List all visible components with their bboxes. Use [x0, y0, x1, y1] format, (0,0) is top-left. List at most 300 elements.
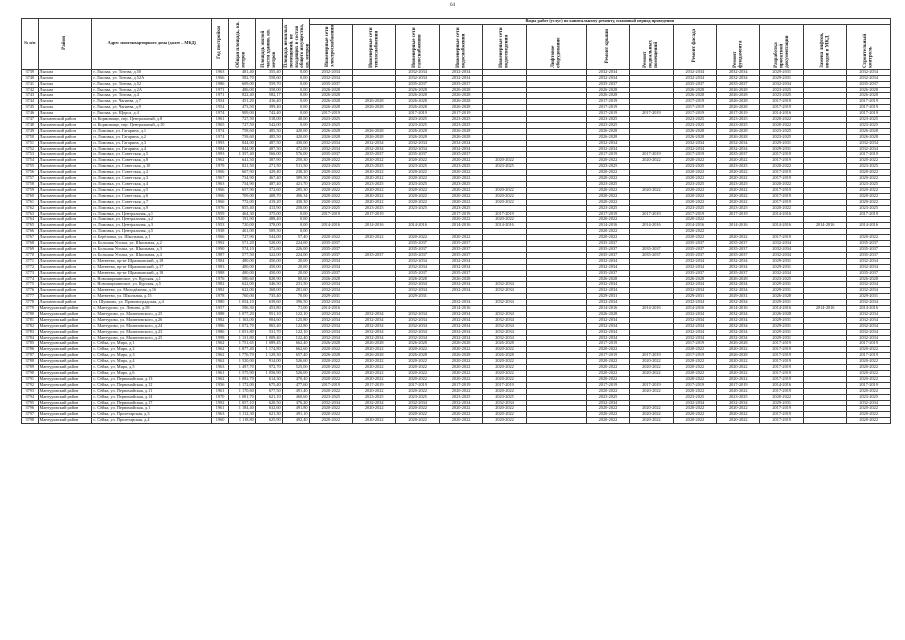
cell-roof: 2020-2022 — [586, 176, 629, 182]
cell-construction-control: 2017-2019 — [847, 111, 891, 117]
cell-construction-control: 2032-2034 — [847, 258, 891, 264]
cell-address: с. Сёйка, ул. Мира, д.4 — [92, 359, 212, 365]
cell-foundation: 2017-2019 — [717, 382, 760, 388]
cell-sewer: 2032-2034 — [483, 317, 526, 323]
cell-foundation: 2032-2034 — [717, 300, 760, 306]
cell-sewer: 2020-2022 — [483, 217, 526, 223]
cell-electric: 2014-2016 — [309, 223, 352, 229]
cell-district: Лысьвенский район — [38, 128, 92, 134]
cell-basement: 2014-2016 — [630, 306, 673, 312]
cell-facade: 2020-2022 — [673, 371, 716, 377]
cell-roof: 2026-2028 — [586, 93, 629, 99]
cell-water: 2020-2022 — [439, 187, 482, 193]
cell-facade: 2032-2034 — [673, 258, 716, 264]
cell-heating: 2032-2034 — [352, 329, 395, 335]
cell-heating: 2020-2022 — [352, 158, 395, 164]
cell-gas: 2032-2034 — [396, 282, 439, 288]
cell-gas: 2020-2022 — [396, 187, 439, 193]
cell-nonres-area: 258,00 — [282, 205, 309, 211]
cell-nonres-area: 396,50 — [282, 300, 309, 306]
cell-total-area: 1 163,00 — [228, 317, 255, 323]
cell-water: 2020-2022 — [439, 412, 482, 418]
cell-roof: 2020-2022 — [586, 406, 629, 412]
cell-electric: 2023-2025 — [309, 117, 352, 123]
cell-gas: 2017-2019 — [396, 111, 439, 117]
cell-total-area: 1 170,60 — [228, 388, 255, 394]
cell-heating: 2023-2025 — [352, 182, 395, 188]
cell-foundation: 2020-2022 — [717, 193, 760, 199]
cell-electric: 2035-2037 — [309, 241, 352, 247]
cell-nonres-area: 526,60 — [282, 359, 309, 365]
cell-construction-control: 2035-2037 — [847, 241, 891, 247]
cell-facade: 2023-2025 — [673, 394, 716, 400]
col-header-work: Ремонт крыши — [586, 24, 629, 69]
cell-row-no: 3778 — [22, 300, 39, 306]
cell-facade: 2026-2028 — [673, 276, 716, 282]
cell-year-built: 1998 — [212, 335, 229, 341]
cell-row-no: 3776 — [22, 288, 39, 294]
cell-address: п. Ломовка, ул. Центральная, д.2 — [92, 217, 212, 223]
cell-construction-control: 2029-2031 — [847, 294, 891, 300]
cell-facade: 2023-2025 — [673, 164, 716, 170]
cell-design-docs: 2017-2019 — [760, 193, 803, 199]
cell-nonres-area: 470,40 — [282, 376, 309, 382]
cell-nonres-area: 525,00 — [282, 365, 309, 371]
cell-total-area: 1 172,00 — [228, 382, 255, 388]
cell-foundation: 2026-2028 — [717, 93, 760, 99]
cell-water: 2032-2034 — [439, 300, 482, 306]
cell-district: Мантуровский район — [38, 376, 92, 382]
cell-heating: 2035-2037 — [352, 152, 395, 158]
cell-facade: 2017-2019 — [673, 382, 716, 388]
cell-roof: 2026-2028 — [586, 134, 629, 140]
cell-electric: 2020-2022 — [309, 235, 352, 241]
cell-foundation: 2020-2022 — [717, 187, 760, 193]
cell-heating: 2032-2034 — [352, 317, 395, 323]
cell-year-built: 1971 — [212, 87, 229, 93]
cell-design-docs: 2014-2016 — [760, 111, 803, 117]
cell-living-area: 485,50 — [255, 128, 282, 134]
cell-roof: 2020-2022 — [586, 235, 629, 241]
cell-construction-control: 2020-2022 — [847, 176, 891, 182]
cell-address: п. Ломовка, ул. Советская, д.5 — [92, 152, 212, 158]
cell-construction-control: 2020-2022 — [847, 170, 891, 176]
cell-facade: 2032-2034 — [673, 288, 716, 294]
cell-construction-control: 2032-2034 — [847, 329, 891, 335]
cell-design-docs: 2032-2034 — [760, 246, 803, 252]
cell-nonres-area: 492,40 — [282, 418, 309, 424]
cell-living-area: 625,90 — [255, 418, 282, 424]
cell-living-area: 416,40 — [255, 99, 282, 105]
cell-roof: 2032-2034 — [586, 300, 629, 306]
cell-address: п. Ломовка, ул. Советская, д.3 — [92, 176, 212, 182]
cell-construction-control: 2023-2025 — [847, 122, 891, 128]
cell-facade: 2020-2022 — [673, 406, 716, 412]
cell-total-area: 844,00 — [228, 146, 255, 152]
cell-design-docs: 2020-2022 — [760, 164, 803, 170]
cell-heating: 2020-2022 — [352, 235, 395, 241]
cell-roof: 2020-2022 — [586, 187, 629, 193]
cell-gas: 2026-2028 — [396, 93, 439, 99]
cell-roof: 2020-2022 — [586, 158, 629, 164]
cell-design-docs: 2023-2025 — [760, 128, 803, 134]
cell-living-area: 632,60 — [255, 406, 282, 412]
cell-living-area: 322,00 — [255, 252, 282, 258]
cell-row-no: 3762 — [22, 205, 39, 211]
cell-electric: 2035-2037 — [309, 152, 352, 158]
cell-row-no: 3753 — [22, 152, 39, 158]
cell-district: Лысьвенский район — [38, 241, 92, 247]
cell-address: с. Сёйка, ул. Первомайская, д.11 — [92, 388, 212, 394]
cell-district: Лысьва — [38, 69, 92, 75]
cell-year-built: 1982 — [212, 317, 229, 323]
cell-total-area: 622,00 — [228, 282, 255, 288]
cell-address: п. Ломовка, ул. Советская, д.5 — [92, 187, 212, 193]
cell-nonres-area: 576,00 — [282, 152, 309, 158]
cell-construction-control: 2020-2022 — [847, 193, 891, 199]
cell-living-area: 509,50 — [255, 229, 282, 235]
cell-year-built: 1957 — [212, 306, 229, 312]
cell-year-built: 1938 — [212, 229, 229, 235]
cell-living-area: 488,40 — [255, 217, 282, 223]
cell-year-built: 1966 — [212, 235, 229, 241]
cell-foundation: 2026-2028 — [717, 105, 760, 111]
cell-foundation: 2032-2034 — [717, 317, 760, 323]
cell-facade: 2032-2034 — [673, 300, 716, 306]
cell-address: п. Ломовка, ул. Гагарина, д.3 — [92, 140, 212, 146]
cell-electric: 2020-2022 — [309, 176, 352, 182]
cell-gas: 2026-2028 — [396, 128, 439, 134]
cell-facade: 2017-2019 — [673, 353, 716, 359]
cell-electric: 2032-2034 — [309, 311, 352, 317]
cell-facade: 2020-2022 — [673, 199, 716, 205]
cell-year-built: 1986 — [212, 329, 229, 335]
cell-nonres-area: 0,00 — [282, 105, 309, 111]
cell-foundation: 2020-2022 — [717, 365, 760, 371]
cell-foundation: 2032-2034 — [717, 258, 760, 264]
cell-year-built: 1953 — [212, 223, 229, 229]
cell-living-area: 621,10 — [255, 394, 282, 400]
cell-total-area: 1 357,40 — [228, 152, 255, 158]
cell-heating: 2026-2028 — [352, 353, 395, 359]
cell-nonres-area: 0,00 — [282, 223, 309, 229]
cell-row-no: 3766 — [22, 229, 39, 235]
cell-district: Лысьвенский район — [38, 211, 92, 217]
cell-water: 2020-2022 — [439, 347, 482, 353]
cell-facade: 2020-2022 — [673, 170, 716, 176]
cell-living-area: 372,60 — [255, 246, 282, 252]
cell-facade: 2032-2034 — [673, 317, 716, 323]
cell-district: Мантуровский район — [38, 329, 92, 335]
cell-nonres-area: 224,00 — [282, 252, 309, 258]
cell-roof: 2023-2025 — [586, 205, 629, 211]
cell-total-area: 1 751,65 — [228, 341, 255, 347]
cell-roof: 2032-2034 — [586, 140, 629, 146]
cell-construction-control: 2035-2037 — [847, 246, 891, 252]
cell-row-no: 3780 — [22, 311, 39, 317]
cell-electric: 2020-2022 — [309, 418, 352, 424]
cell-row-no: 3790 — [22, 371, 39, 377]
cell-heating: 2032-2034 — [352, 146, 395, 152]
cell-roof: 2017-2019 — [586, 353, 629, 359]
cell-address: с. Сёйка, ул. Первомайская, д.1 — [92, 406, 212, 412]
cell-total-area: 760,00 — [228, 294, 255, 300]
cell-district: Лысьвенский район — [38, 164, 92, 170]
cell-year-built: 1967 — [212, 176, 229, 182]
cell-row-no: 3764 — [22, 217, 39, 223]
cell-gas: 2020-2022 — [396, 376, 439, 382]
cell-total-area: 480,00 — [228, 258, 255, 264]
cell-total-area: 727,90 — [228, 235, 255, 241]
cell-construction-control: 2026-2028 — [847, 128, 891, 134]
cell-year-built: 1962 — [212, 359, 229, 365]
cell-construction-control: 2020-2022 — [847, 388, 891, 394]
cell-district: Лысьвенский район — [38, 223, 92, 229]
cell-water: 2032-2034 — [439, 323, 482, 329]
cell-heating: 2020-2022 — [352, 365, 395, 371]
cell-living-area: 621,30 — [255, 412, 282, 418]
cell-sewer: 2020-2022 — [483, 187, 526, 193]
cell-electric: 2032-2034 — [309, 400, 352, 406]
cell-electric: 2014-2016 — [309, 306, 352, 312]
cell-foundation: 2017-2019 — [717, 211, 760, 217]
cell-foundation: 2032-2034 — [717, 323, 760, 329]
cell-heating: 2020-2022 — [352, 371, 395, 377]
cell-heating: 2035-2037 — [352, 252, 395, 258]
cell-roof: 2017-2019 — [586, 105, 629, 111]
cell-facade: 2032-2034 — [673, 400, 716, 406]
cell-address: п. Кормовище, пер. Центральный, д.8 — [92, 117, 212, 123]
cell-foundation: 2014-2016 — [717, 223, 760, 229]
cell-total-area: 609,00 — [228, 81, 255, 87]
cell-total-area: 1 082,70 — [228, 376, 255, 382]
cell-total-area: 772,00 — [228, 199, 255, 205]
cell-living-area: 520,00 — [255, 241, 282, 247]
cell-district: Лысьвенский район — [38, 282, 92, 288]
cell-electric: 2020-2022 — [309, 406, 352, 412]
cell-gas: 2023-2025 — [396, 182, 439, 188]
cell-roof: 2023-2025 — [586, 164, 629, 170]
cell-facade: 2026-2028 — [673, 134, 716, 140]
cell-foundation: 2020-2022 — [717, 347, 760, 353]
cell-sewer: 2020-2022 — [483, 359, 526, 365]
cell-electric: 2020-2022 — [309, 359, 352, 365]
col-header-work: Замена лифтов, вводов в МКД — [803, 24, 846, 69]
cell-facade: 2032-2034 — [673, 282, 716, 288]
cell-year-built: 1971 — [212, 93, 229, 99]
cell-year-built: 1976 — [212, 276, 229, 282]
cell-address: п. Большая Уголка, ул. Школьная, д.3 — [92, 246, 212, 252]
cell-address: с. Сёйка, ул. Первомайская, д.17 — [92, 400, 212, 406]
cell-basement: 2020-2022 — [630, 388, 673, 394]
cell-design-docs: 2029-2031 — [760, 282, 803, 288]
cell-water: 2032-2034 — [439, 282, 482, 288]
cell-year-built: 1987 — [212, 252, 229, 258]
cell-water: 2032-2034 — [439, 140, 482, 146]
cell-year-built: 1920 — [212, 217, 229, 223]
cell-design-docs: 2017-2019 — [760, 347, 803, 353]
cell-total-area: 481,40 — [228, 69, 255, 75]
cell-roof: 2020-2022 — [586, 365, 629, 371]
cell-district: Лысьвенский район — [38, 300, 92, 306]
cell-total-area: 727,50 — [228, 122, 255, 128]
cell-foundation: 2020-2022 — [717, 406, 760, 412]
cell-water: 2023-2025 — [439, 205, 482, 211]
cell-water: 2023-2025 — [439, 122, 482, 128]
cell-total-area: 657,90 — [228, 187, 255, 193]
cell-year-built: 1961 — [212, 406, 229, 412]
cell-design-docs: 2014-2016 — [760, 223, 803, 229]
cell-nonres-area: 224,00 — [282, 241, 309, 247]
cell-nonres-area: 430,00 — [282, 140, 309, 146]
cell-roof: 2035-2037 — [586, 252, 629, 258]
cell-electric: 2032-2034 — [309, 282, 352, 288]
cell-electric: 2020-2022 — [309, 347, 352, 353]
cell-living-area: 487,50 — [255, 140, 282, 146]
cell-foundation: 2020-2022 — [717, 388, 760, 394]
col-header-work: Ремонт фасада — [673, 24, 716, 69]
cell-nonres-area: 420,00 — [282, 134, 309, 140]
cell-heating: 2020-2022 — [352, 170, 395, 176]
cell-sewer: 2020-2022 — [483, 193, 526, 199]
cell-gas: 2023-2025 — [396, 122, 439, 128]
cell-nonres-area: 0,00 — [282, 87, 309, 93]
cell-district: Лысьва — [38, 81, 92, 87]
cell-water: 2014-2016 — [439, 223, 482, 229]
cell-address: г. Лысьва, ул. Титова, д.52 — [92, 81, 212, 87]
cell-district: Мантуровский район — [38, 418, 92, 424]
cell-district: Лысьва — [38, 105, 92, 111]
cell-construction-control: 2032-2034 — [847, 75, 891, 81]
cell-heating: 2032-2034 — [352, 311, 395, 317]
cell-district: Мантуровский район — [38, 347, 92, 353]
cell-district: Мантуровский район — [38, 394, 92, 400]
cell-elevator-replace — [803, 418, 846, 424]
cell-design-docs: 2029-2031 — [760, 329, 803, 335]
cell-total-area: 758,60 — [228, 134, 255, 140]
cell-design-docs: 2017-2019 — [760, 418, 803, 424]
cell-district: Лысьвенский район — [38, 117, 92, 123]
cell-construction-control: 2017-2019 — [847, 353, 891, 359]
cell-roof: 2017-2019 — [586, 99, 629, 105]
cell-roof: 2020-2022 — [586, 418, 629, 424]
cell-facade: 2020-2022 — [673, 418, 716, 424]
cell-facade: 2029-2031 — [673, 294, 716, 300]
cell-district: Мантуровский район — [38, 400, 92, 406]
cell-nonres-area: 421,70 — [282, 182, 309, 188]
cell-heating: 2020-2022 — [352, 187, 395, 193]
cell-living-area: 355,40 — [255, 69, 282, 75]
cell-roof: 2020-2022 — [586, 371, 629, 377]
cell-basement: 2020-2022 — [630, 412, 673, 418]
cell-design-docs: 2029-2031 — [760, 300, 803, 306]
cell-roof: 2023-2025 — [586, 122, 629, 128]
cell-gas: 2020-2022 — [396, 365, 439, 371]
cell-gas: 2020-2022 — [396, 418, 439, 424]
cell-water: 2032-2034 — [439, 317, 482, 323]
cell-roof: 2032-2034 — [586, 317, 629, 323]
cell-basement: 2017-2019 — [630, 382, 673, 388]
cell-foundation: 2032-2034 — [717, 400, 760, 406]
cell-facade: 2020-2022 — [673, 187, 716, 193]
cell-nonres-area: 231,50 — [282, 282, 309, 288]
cell-living-area: 346,50 — [255, 282, 282, 288]
cell-construction-control: 2032-2034 — [847, 317, 891, 323]
cell-gas: 2026-2028 — [396, 105, 439, 111]
cell-total-area: 1 118,80 — [228, 418, 255, 424]
cell-address: п. Ломовка, ул. Советская, д.7 — [92, 199, 212, 205]
cell-total-area: 473,50 — [228, 105, 255, 111]
cell-living-area: 675,40 — [255, 382, 282, 388]
cell-facade: 2026-2028 — [673, 128, 716, 134]
cell-electric: 2026-2028 — [309, 134, 352, 140]
cell-design-docs: 2023-2025 — [760, 93, 803, 99]
cell-heating: 2023-2025 — [352, 164, 395, 170]
cell-foundation: 2023-2025 — [717, 122, 760, 128]
cell-water: 2017-2019 — [439, 211, 482, 217]
cell-year-built: 1966 — [212, 187, 229, 193]
cell-nonres-area: 472,00 — [282, 146, 309, 152]
cell-year-built: 1986 — [212, 81, 229, 87]
cell-electric: 2026-2028 — [309, 99, 352, 105]
cell-electric: 2020-2022 — [309, 199, 352, 205]
cell-roof: 2020-2022 — [586, 193, 629, 199]
cell-sewer: 2026-2028 — [483, 341, 526, 347]
cell-address: с. Сёйка, ул. Мира, д.5 — [92, 365, 212, 371]
cell-basement: 2020-2022 — [630, 365, 673, 371]
cell-year-built: 1959 — [212, 211, 229, 217]
cell-nonres-area: 657,40 — [282, 353, 309, 359]
cell-total-area: 461,00 — [228, 229, 255, 235]
cell-roof: 2032-2034 — [586, 264, 629, 270]
cell-roof: 2026-2028 — [586, 128, 629, 134]
cell-facade: 2014-2016 — [673, 223, 716, 229]
cell-address: с. Мантурово, ул. Малиновского, д.23 — [92, 329, 212, 335]
cell-facade: 2017-2019 — [673, 152, 716, 158]
cell-row-no: 3758 — [22, 182, 39, 188]
cell-construction-control: 2026-2028 — [847, 93, 891, 99]
cell-basement: 2017-2019 — [630, 152, 673, 158]
cell-total-area: 1 131,80 — [228, 335, 255, 341]
cell-electric: 2020-2022 — [309, 376, 352, 382]
cell-facade: 2023-2025 — [673, 117, 716, 123]
cell-water: 2020-2022 — [439, 388, 482, 394]
cell-address: г. Лысьва, ул. Титова, д.4 — [92, 93, 212, 99]
cell-living-area: 1 174,80 — [255, 347, 282, 353]
cell-row-no: 3789 — [22, 365, 39, 371]
cell-basement: 2020-2022 — [630, 418, 673, 424]
cell-facade: 2032-2034 — [673, 69, 716, 75]
cell-total-area: 641,50 — [228, 158, 255, 164]
cell-foundation: 2020-2022 — [717, 235, 760, 241]
cell-living-area: 413,90 — [255, 205, 282, 211]
cell-electric: 2032-2034 — [309, 300, 352, 306]
cell-total-area: 480,00 — [228, 264, 255, 270]
cell-electric: 2032-2034 — [309, 335, 352, 341]
cell-construction-control: 2020-2022 — [847, 235, 891, 241]
cell-living-area: 450,00 — [255, 270, 282, 276]
cell-row-no: 3750 — [22, 134, 39, 140]
cell-address: г. Лысьва, ул. Щорса, д.4 — [92, 111, 212, 117]
table-row — [22, 418, 891, 424]
cell-design-docs: 2029-2031 — [760, 288, 803, 294]
cell-living-area: 419,20 — [255, 199, 282, 205]
cell-electric: 2032-2034 — [309, 69, 352, 75]
cell-living-area: 558,60 — [255, 75, 282, 81]
cell-gas: 2032-2034 — [396, 140, 439, 146]
col-header-total-area: Общая площадь, кв. метров — [228, 19, 255, 70]
cell-nonres-area: 430,30 — [282, 199, 309, 205]
